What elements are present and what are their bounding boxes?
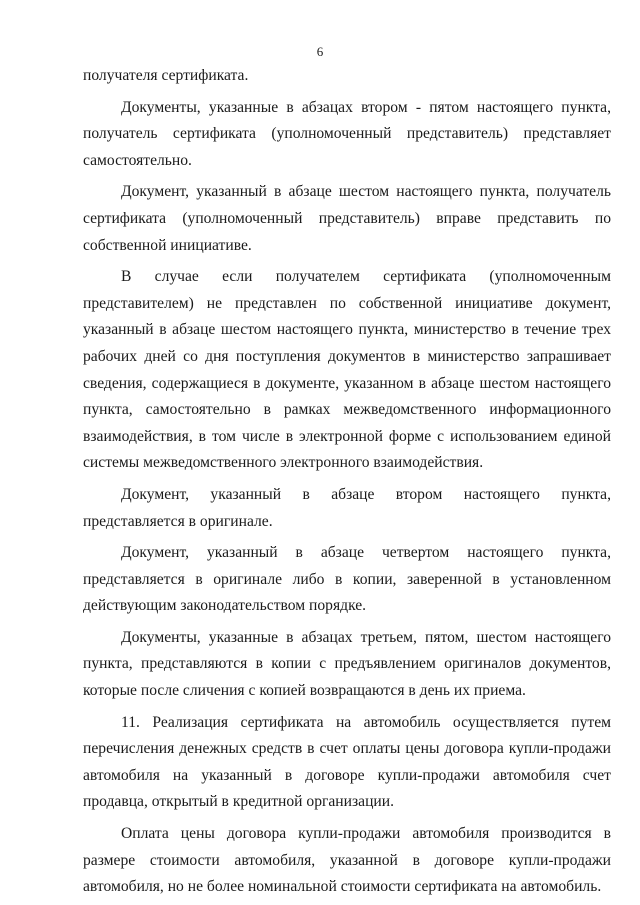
paragraph: Оплата цены договора купли-продажи автомобиля производится в размере стоимости автомобиля, указанной в договоре купли-продажи автомобиля, но не более номинальной стоимости сертификата на автомобиль. (83, 825, 611, 896)
paragraph: Документы, указанные в абзацах втором - пятом настоящего пункта, получатель сертификата (уполномоченный представитель) представляет самостоятельно. (83, 98, 611, 169)
document-body (83, 63, 611, 901)
paragraph: Документ, указанный в абзаце шестом настоящего пункта, получатель сертификата (уполномоченный представитель) вправе представить по собственной инициативе. (83, 183, 611, 254)
paragraph: Документ, указанный в абзаце втором настоящего пункта, представляется в оригинале. (83, 485, 611, 530)
paragraph: Документ, указанный в абзаце четвертом настоящего пункта, представляется в оригинале либо в копии, заверенной в установленном действующим законодательством порядке. (83, 544, 611, 615)
paragraph-continuation: получателя сертификата. (83, 67, 249, 84)
page-number: 6 (316, 44, 324, 59)
paragraph-clause-11: 11. Реализация сертификата на автомобиль осуществляется путем перечисления денежных средств в счет оплаты цены договора купли-продажи автомобиля на указанный в договоре купли-продажи автомобиля счет продавца, открытый в кредитной организации. (83, 713, 611, 811)
paragraph: В случае если получателем сертификата (уполномоченным представителем) не представлен по собственной инициативе документ, указанный в абзаце шестом настоящего пункта, министерство в течение трех рабочих дней со дня поступления документов в министерство запрашивает сведения, содержащиеся в документе, указанном в абзаце шестом настоящего пункта, самостоятельно в рамках межведомственного информационного взаимодействия, в том числе в электронной форме с использованием единой системы межведомственного электронного взаимодействия. (83, 268, 611, 472)
paragraph: Документы, указанные в абзацах третьем, пятом, шестом настоящего пункта, представляются в копии с предъявлением оригиналов документов, которые после сличения с копией возвращаются в день их приема. (83, 628, 611, 700)
